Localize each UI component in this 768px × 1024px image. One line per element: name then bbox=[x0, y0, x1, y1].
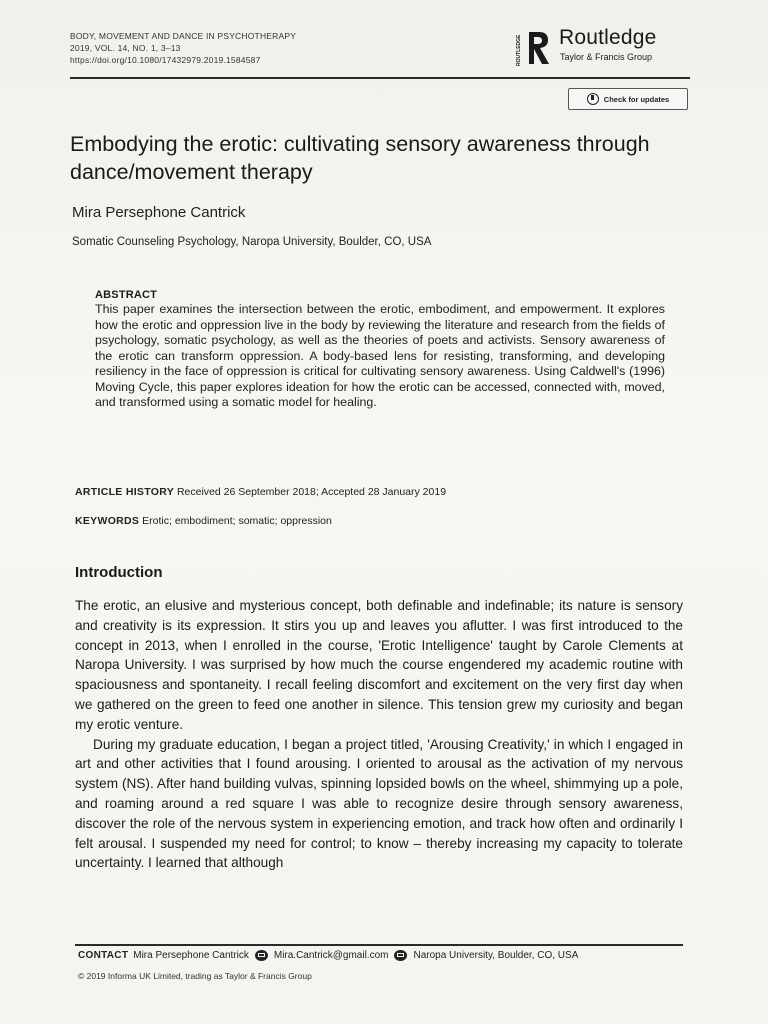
publisher-logo bbox=[515, 26, 695, 70]
update-check-icon bbox=[587, 93, 599, 105]
article-author: Mira Persephone Cantrick bbox=[72, 204, 246, 221]
contact-name: Mira Persephone Cantrick bbox=[133, 950, 249, 961]
abstract-text: This paper examines the intersection between the erotic, embodiment, and empowerment. It explores how the erotic and oppression live in the body by reviewing the literature and research from the fields of psychology, somatic psychology, as well as the theories of poets and activists. Sensory awareness of the erotic can transform oppression. A body-based lens for resisting, transforming, and developing resiliency in the face of oppression is critical for cultivating sensory awareness. Using Caldwell's (1996) Moving Cycle, this paper explores ideation for how the erotic can be accessed, connected with, moved, and transformed using a somatic model for healing. bbox=[95, 302, 665, 409]
institution-icon bbox=[394, 950, 407, 961]
routledge-logo-icon bbox=[515, 28, 553, 68]
footnote-divider bbox=[75, 944, 683, 946]
copyright-notice: © 2019 Informa UK Limited, trading as Taylor & Francis Group bbox=[78, 971, 312, 981]
abstract-heading: ABSTRACT bbox=[95, 289, 158, 301]
check-for-updates-button[interactable] bbox=[568, 88, 688, 110]
contact-line bbox=[78, 950, 578, 961]
abstract-block bbox=[95, 288, 665, 411]
article-history bbox=[75, 486, 446, 498]
keywords-value: Erotic; embodiment; somatic; oppression bbox=[142, 515, 332, 527]
paragraph: The erotic, an elusive and mysterious concept, both definable and indefinable; its nature is sensory and creativity is its expression. It stirs you up and leaves you aflutter. I was first introduced to the concept in 2013, when I enrolled in the course, 'Erotic Intelligence' taught by Carole Clements at Naropa University. I was surprised by how much the course engendered my academic routine with spaciousness and spontaneity. I recall feeling discomfort and excitement on the very first day when we gathered on the green to feed one another in silence. This tension grew my curiosity and began my erotic venture. bbox=[75, 598, 683, 732]
introduction-heading: Introduction bbox=[75, 564, 163, 581]
article-history-label: ARTICLE HISTORY bbox=[75, 486, 175, 498]
header-divider bbox=[70, 77, 690, 79]
email-icon bbox=[255, 950, 268, 961]
journal-citation bbox=[70, 30, 390, 66]
contact-email[interactable]: Mira.Cantrick@gmail.com bbox=[273, 950, 389, 961]
article-history-value: Received 26 September 2018; Accepted 28 January 2019 bbox=[176, 486, 447, 498]
keywords-label: KEYWORDS bbox=[75, 515, 140, 527]
journal-volume: 2019, VOL. 14, NO. 1, 3–13 bbox=[70, 43, 181, 53]
introduction-body bbox=[75, 596, 683, 873]
contact-label: CONTACT bbox=[78, 950, 129, 961]
publisher-group: Taylor & Francis Group bbox=[560, 52, 653, 62]
author-affiliation: Somatic Counseling Psychology, Naropa University, Boulder, CO, USA bbox=[72, 236, 432, 248]
journal-doi-link[interactable]: https://doi.org/10.1080/17432979.2019.1584587 bbox=[70, 55, 261, 65]
article-title: Embodying the erotic: cultivating sensory awareness through dance/movement therapy bbox=[70, 132, 650, 184]
paragraph: During my graduate education, I began a project titled, 'Arousing Creativity,' in which I engaged in art and other activities that I found arousing. I oriented to arousal as the activation of my nervous system (NS). After hand building vulvas, spinning lopsided bowls on the wheel, shimmying up a pole, and roaming around a red square I was able to recognize desire through sensory awareness, discover the role of the nervous system in experiencing emotion, and track how often and ordinarily I felt arousal. I suspended my need for control; to know – thereby increasing my capacity to tolerate uncertainty. I learned that although bbox=[75, 736, 683, 871]
article-keywords bbox=[75, 515, 332, 527]
publisher-side-label: ROUTLEDGE bbox=[516, 34, 522, 66]
contact-institution: Naropa University, Boulder, CO, USA bbox=[413, 950, 579, 961]
journal-name: BODY, MOVEMENT AND DANCE IN PSYCHOTHERAPY bbox=[70, 31, 297, 41]
publisher-name: Routledge bbox=[559, 26, 657, 49]
check-updates-label: Check for updates bbox=[603, 94, 670, 104]
